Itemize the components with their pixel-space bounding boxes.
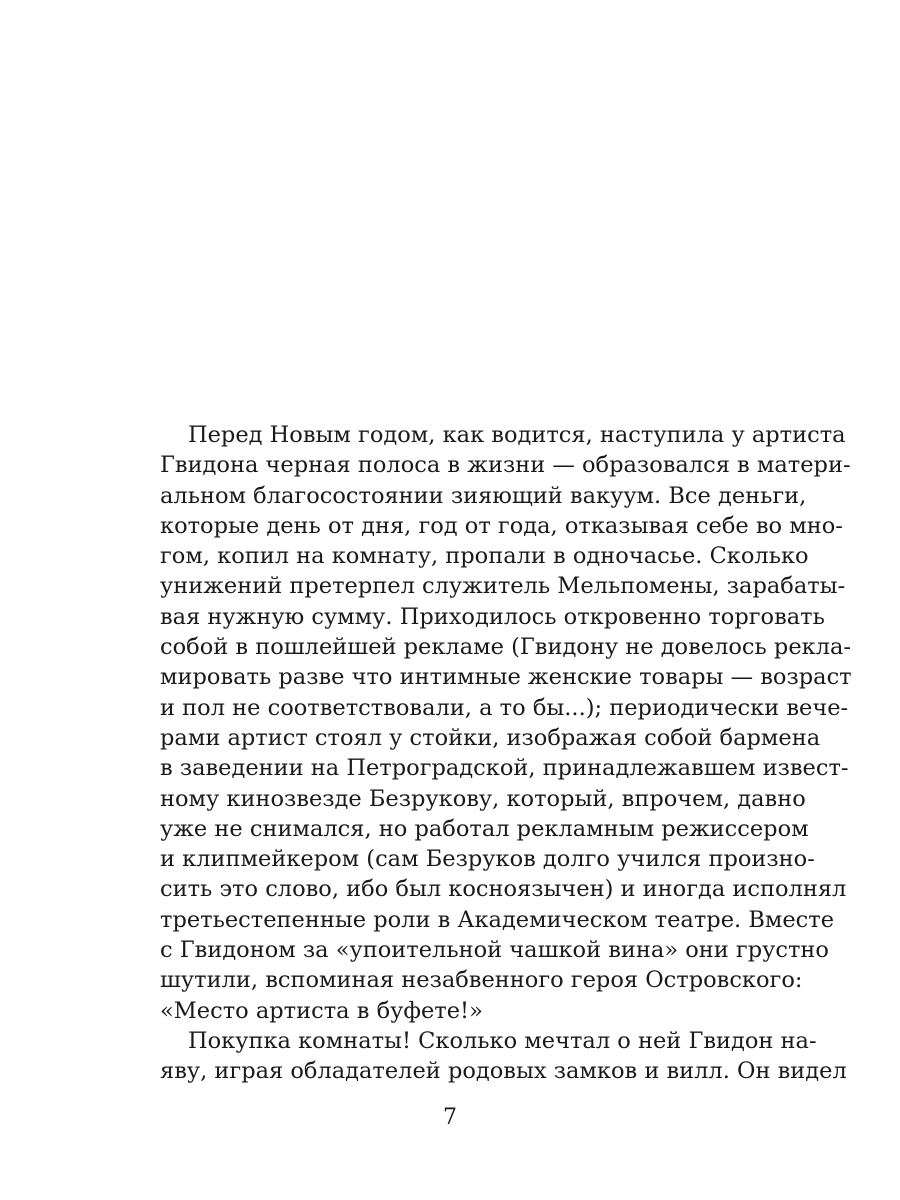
text-line: ному кинозвезде Безрукову, который, впрочем, давно: [160, 785, 806, 812]
text-line: яву, играя обладателей родовых замков и вилл. Он видел: [160, 1058, 847, 1085]
text-line: уже не снимался, но работал рекламным режиссером: [160, 815, 809, 842]
text-line: третьестепенные роли в Академическом театре. Вместе: [160, 906, 835, 933]
text-line: Покупка комнаты! Сколько мечтал о ней Гвидон на-: [188, 1027, 817, 1054]
page-number: 7: [443, 1105, 457, 1130]
text-line: унижений претерпел служитель Мельпомены, зарабаты-: [160, 573, 846, 600]
body-text: [160, 420, 852, 1087]
text-line: и клипмейкером (сам Безруков долго учился произно-: [160, 846, 815, 873]
text-line: Гвидона черная полоса в жизни — образовался в матери-: [160, 452, 851, 479]
text-line: рами артист стоял у стойки, изображая собой бармена: [160, 724, 821, 751]
text-line: «Место артиста в буфете!»: [160, 997, 483, 1024]
text-line: собой в пошлейшей рекламе (Гвидону не довелось рекла-: [160, 634, 852, 661]
text-line: альном благосостоянии зияющий вакуум. Все деньги,: [160, 482, 807, 509]
text-line: гом, копил на комнату, пропали в одночасье. Сколько: [160, 543, 809, 570]
text-line: с Гвидоном за «упоительной чашкой вина» они грустно: [160, 937, 829, 964]
text-line: сить это слово, ибо был косноязычен) и иногда исполнял: [160, 876, 847, 903]
text-line: шутили, вспоминая незабвенного героя Островского:: [160, 967, 803, 994]
text-line: Перед Новым годом, как водится, наступила у артиста: [188, 422, 846, 448]
text-line: которые день от дня, год от года, отказывая себе во мно-: [160, 512, 843, 539]
text-line: и пол не соответствовали, а то бы...); периодически вече-: [160, 694, 849, 721]
text-line: мировать разве что интимные женские товары — возраст: [160, 664, 852, 691]
text-line: вая нужную сумму. Приходилось откровенно торговать: [160, 603, 825, 630]
text-line: в заведении на Петроградской, принадлежавшем извест-: [160, 755, 849, 782]
